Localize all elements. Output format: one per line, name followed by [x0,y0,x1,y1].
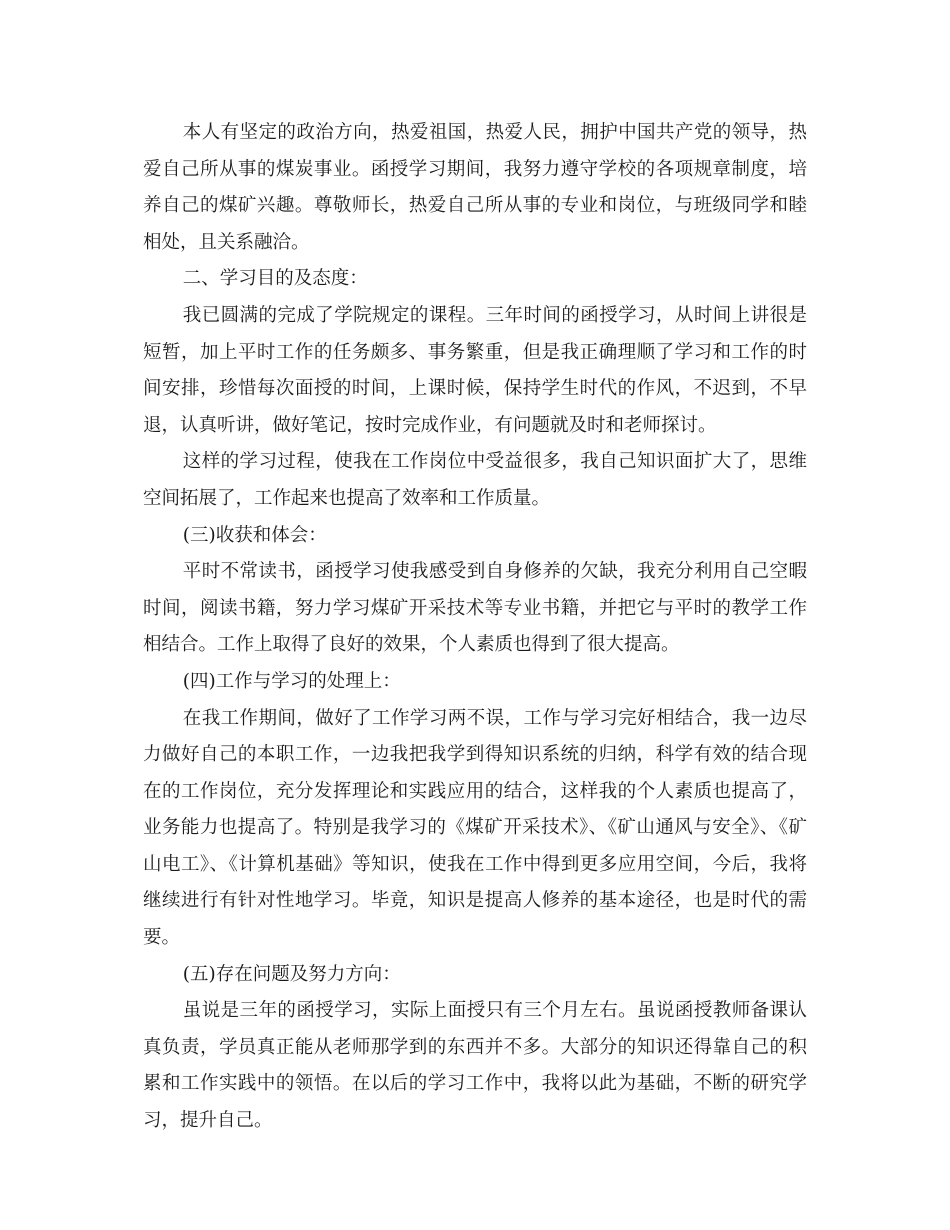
paragraph-reading: 平时不常读书，函授学习使我感受到自身修养的欠缺，我充分利用自己空暇时间，阅读书籍，努力学习煤矿开采技术等专业书籍，并把它与平时的教学工作相结合。工作上取得了良好的效果，个人素质也得到了很大提高。 [143,561,807,656]
section-heading-work-study-balance: (四)工作与学习的处理上： [182,670,401,692]
document-body [143,115,807,1140]
section-heading-study-purpose: 二、学习目的及态度： [182,268,368,290]
section-heading-gains: (三)收获和体会： [182,524,327,546]
paragraph-learning-benefit: 这样的学习过程，使我在工作岗位中受益很多，我自己知识面扩大了，思维空间拓展了，工作起来也提高了效率和工作质量。 [143,451,807,509]
paragraph-work-study: 在我工作期间，做好了工作学习两不误，工作与学习完好相结合，我一边尽力做好自己的本职工作，一边我把我学到得知识系统的归纳，科学有效的结合现在的工作岗位，充分发挥理论和实践应用的结合，这样我的个人素质也提高了，业务能力也提高了。特别是我学习的《煤矿开采技术》、《矿山通风与安全》、《矿山电工》、《计算机基础》等知识，使我在工作中得到更多应用空间，今后，我将继续进行有针对性地学习。毕竟，知识是提高人修养的基本途径，也是时代的需要。 [143,707,807,949]
paragraph-problems: 虽说是三年的函授学习，实际上面授只有三个月左右。虽说函授教师备课认真负责，学员真正能从老师那学到的东西并不多。大部分的知识还得靠自己的积累和工作实践中的领悟。在以后的学习工作中，我将以此为基础，不断的研究学习，提升自己。 [143,1000,807,1132]
section-heading-problems: (五)存在问题及努力方向： [182,963,401,985]
paragraph-political-stance: 本人有坚定的政治方向，热爱祖国，热爱人民，拥护中国共产党的领导，热爱自己所从事的煤炭事业。函授学习期间，我努力遵守学校的各项规章制度，培养自己的煤矿兴趣。尊敬师长，热爱自己所从事的专业和岗位，与班级同学和睦相处，且关系融洽。 [143,122,807,253]
paragraph-course-completion: 我已圆满的完成了学院规定的课程。三年时间的函授学习，从时间上讲很是短暂，加上平时工作的任务颇多、事务繁重，但是我正确理顺了学习和工作的时间安排，珍惜每次面授的时间，上课时候，保持学生时代的作风，不迟到，不早退，认真听讲，做好笔记，按时完成作业，有问题就及时和老师探讨。 [143,304,807,436]
